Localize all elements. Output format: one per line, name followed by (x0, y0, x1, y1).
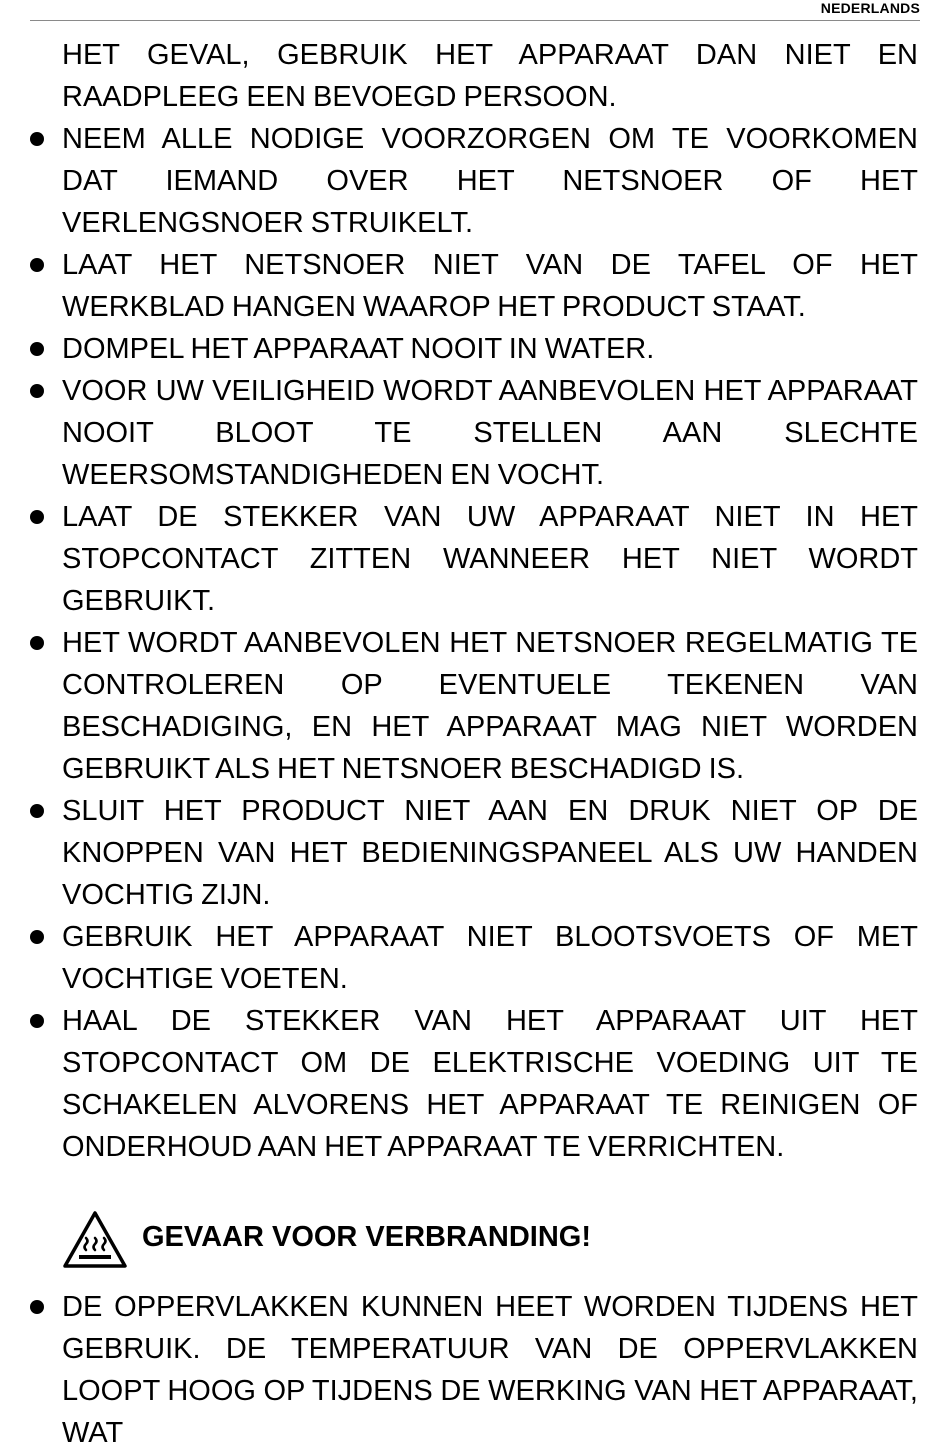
burn-item (62, 1286, 918, 1454)
safety-item-text: DOMPEL HET APPARAAT NOOIT IN WATER. (62, 333, 655, 365)
bullet-icon (30, 258, 44, 272)
bullet-icon (30, 636, 44, 650)
safety-item (62, 1000, 918, 1168)
safety-item-text: NEEM ALLE NODIGE VOORZORGEN OM TE VOORKOMEN DAT IEMAND OVER HET NETSNOER OF HET VERLENGSNOER STRUIKELT. (62, 123, 918, 239)
burn-item-text: DE OPPERVLAKKEN KUNNEN HEET WORDEN TIJDENS HET GEBRUIK. DE TEMPERATUUR VAN DE OPPERVLAKKEN LOOPT HOOG OP TIJDENS DE WERKING VAN HET APPARAAT, WAT (62, 1291, 918, 1449)
safety-item-text: HAAL DE STEKKER VAN HET APPARAAT UIT HET STOPCONTACT OM DE ELEKTRISCHE VOEDING UIT TE SCHAKELEN ALVORENS HET APPARAAT TE REINIGEN OF ONDERHOUD AAN HET APPARAAT TE VERRICHTEN. (62, 1005, 918, 1163)
burn-warning-title: GEVAAR VOOR VERBRANDING! (142, 1221, 591, 1253)
safety-item (62, 328, 918, 370)
safety-item-text: SLUIT HET PRODUCT NIET AAN EN DRUK NIET OP DE KNOPPEN VAN HET BEDIENINGSPANEEL ALS UW HANDEN VOCHTIG ZIJN. (62, 795, 918, 911)
safety-item (62, 118, 918, 244)
safety-item-text: LAAT DE STEKKER VAN UW APPARAAT NIET IN HET STOPCONTACT ZITTEN WANNEER HET NIET WORDT GEBRUIKT. (62, 501, 918, 617)
bullet-icon (30, 510, 44, 524)
bullet-icon (30, 804, 44, 818)
safety-item (62, 622, 918, 790)
intro-continuation: HET GEVAL, GEBRUIK HET APPARAAT DAN NIET EN RAADPLEEG EEN BEVOEGD PERSOON. (62, 39, 918, 113)
burn-list (62, 1286, 918, 1454)
safety-item (62, 244, 918, 328)
safety-item (62, 790, 918, 916)
language-label: NEDERLANDS (820, 0, 920, 16)
bullet-icon (30, 342, 44, 356)
safety-item-text: VOOR UW VEILIGHEID WORDT AANBEVOLEN HET APPARAAT NOOIT BLOOT TE STELLEN AAN SLECHTE WEERSOMSTANDIGHEDEN EN VOCHT. (62, 375, 918, 491)
bullet-icon (30, 384, 44, 398)
safety-list (62, 118, 918, 1168)
safety-item-text: HET WORDT AANBEVOLEN HET NETSNOER REGELMATIG TE CONTROLEREN OP EVENTUELE TEKENEN VAN BESCHADIGING, EN HET APPARAAT MAG NIET WORDEN GEBRUIKT ALS HET NETSNOER BESCHADIGD IS. (62, 627, 918, 785)
hot-surface-warning-icon (62, 1210, 128, 1270)
safety-item (62, 370, 918, 496)
safety-item (62, 916, 918, 1000)
safety-item-text: GEBRUIK HET APPARAAT NIET BLOOTSVOETS OF MET VOCHTIGE VOETEN. (62, 921, 918, 995)
page-header (30, 0, 920, 21)
bullet-icon (30, 1014, 44, 1028)
bullet-icon (30, 1300, 44, 1314)
manual-content (62, 34, 918, 1454)
bullet-icon (30, 132, 44, 146)
safety-item (62, 496, 918, 622)
bullet-icon (30, 930, 44, 944)
burn-warning-heading (62, 1210, 918, 1274)
safety-item-text: LAAT HET NETSNOER NIET VAN DE TAFEL OF HET WERKBLAD HANGEN WAAROP HET PRODUCT STAAT. (62, 249, 918, 323)
